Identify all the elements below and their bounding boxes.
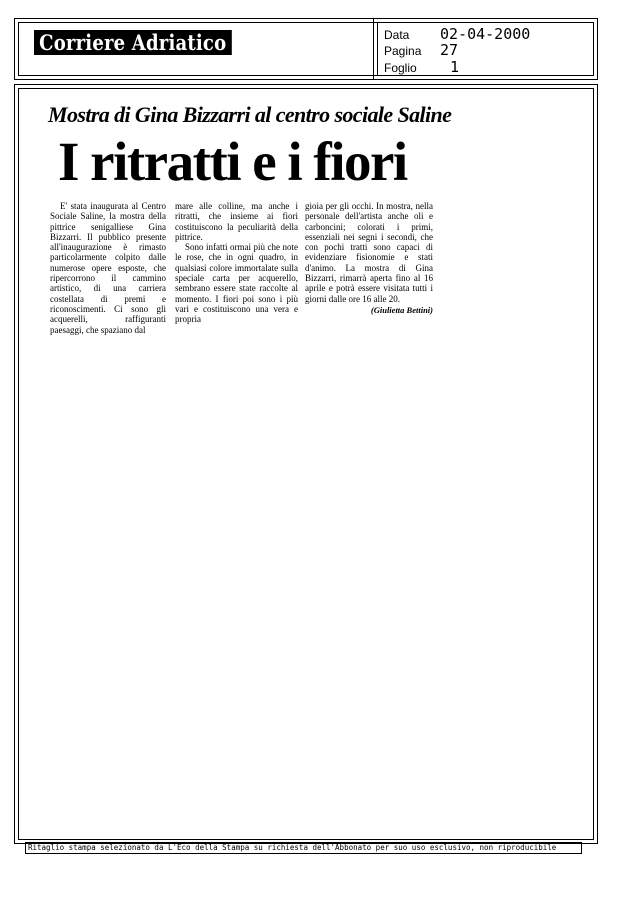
date-label: Data (384, 28, 410, 42)
header-divider-inner (377, 22, 378, 76)
press-clipping-notice: Ritaglio stampa selezionato da L'Eco della Stampa su richiesta dell'Abbonato per suo uso esclusivo, non riproducibile (25, 842, 582, 854)
article-column-1 (50, 201, 166, 335)
sheet-value: 1 (450, 58, 460, 76)
header-divider (373, 18, 374, 80)
column-paragraph: mare alle colline, ma anche i ritratti, che insieme ai fiori costituiscono la peculiarità della pittrice. (175, 201, 298, 242)
article-column-2 (175, 201, 298, 325)
date-value: 02-04-2000 (440, 25, 531, 43)
column-paragraph: gioia per gli occhi. In mostra, nella personale dell'artista anche oli e carboncini; colorati i primi, essenziali nei segni i secondi, che con pochi tratti sono capaci di evidenziare fisionomie e stati d'animo. La mostra di Gina Bizzarri, rimarrà aperta fino al 16 aprile e potrà essere visitata tutti i giorni dalle ore 16 alle 20. (305, 201, 433, 304)
author-signature: (Giulietta Bettini) (370, 304, 433, 315)
page-value: 27 (440, 41, 459, 59)
column-paragraph: E' stata inaugurata al Centro Sociale Saline, la mostra della pittrice senigalliese Gina Bizzarri. Il pubblico presente all'inaugurazione è rimasto particolarmente colpito dalle numerose opere esposte, che ripercorrono il cammino artistico, di una carriera costellata di premi e riconoscimenti. Ci sono gli acquerelli, raffiguranti paesaggi, che spaziano dal (50, 201, 166, 335)
article-headline: I ritratti e i fiori (58, 131, 407, 192)
sheet-label: Foglio (384, 61, 417, 75)
article-kicker: Mostra di Gina Bizzarri al centro sociale Saline (48, 102, 452, 127)
page-label: Pagina (384, 44, 422, 58)
column-paragraph: Sono infatti ormai più che note le rose, che in ogni quadro, in qualsiasi colore immortalate sulla speciale carta per acquerello, sembrano essere state raccolte al momento. I fiori poi sono i più vari e costituiscono una vera e propria (175, 242, 298, 325)
article-column-3 (305, 201, 433, 315)
newspaper-masthead: Corriere Adriatico (34, 30, 231, 55)
